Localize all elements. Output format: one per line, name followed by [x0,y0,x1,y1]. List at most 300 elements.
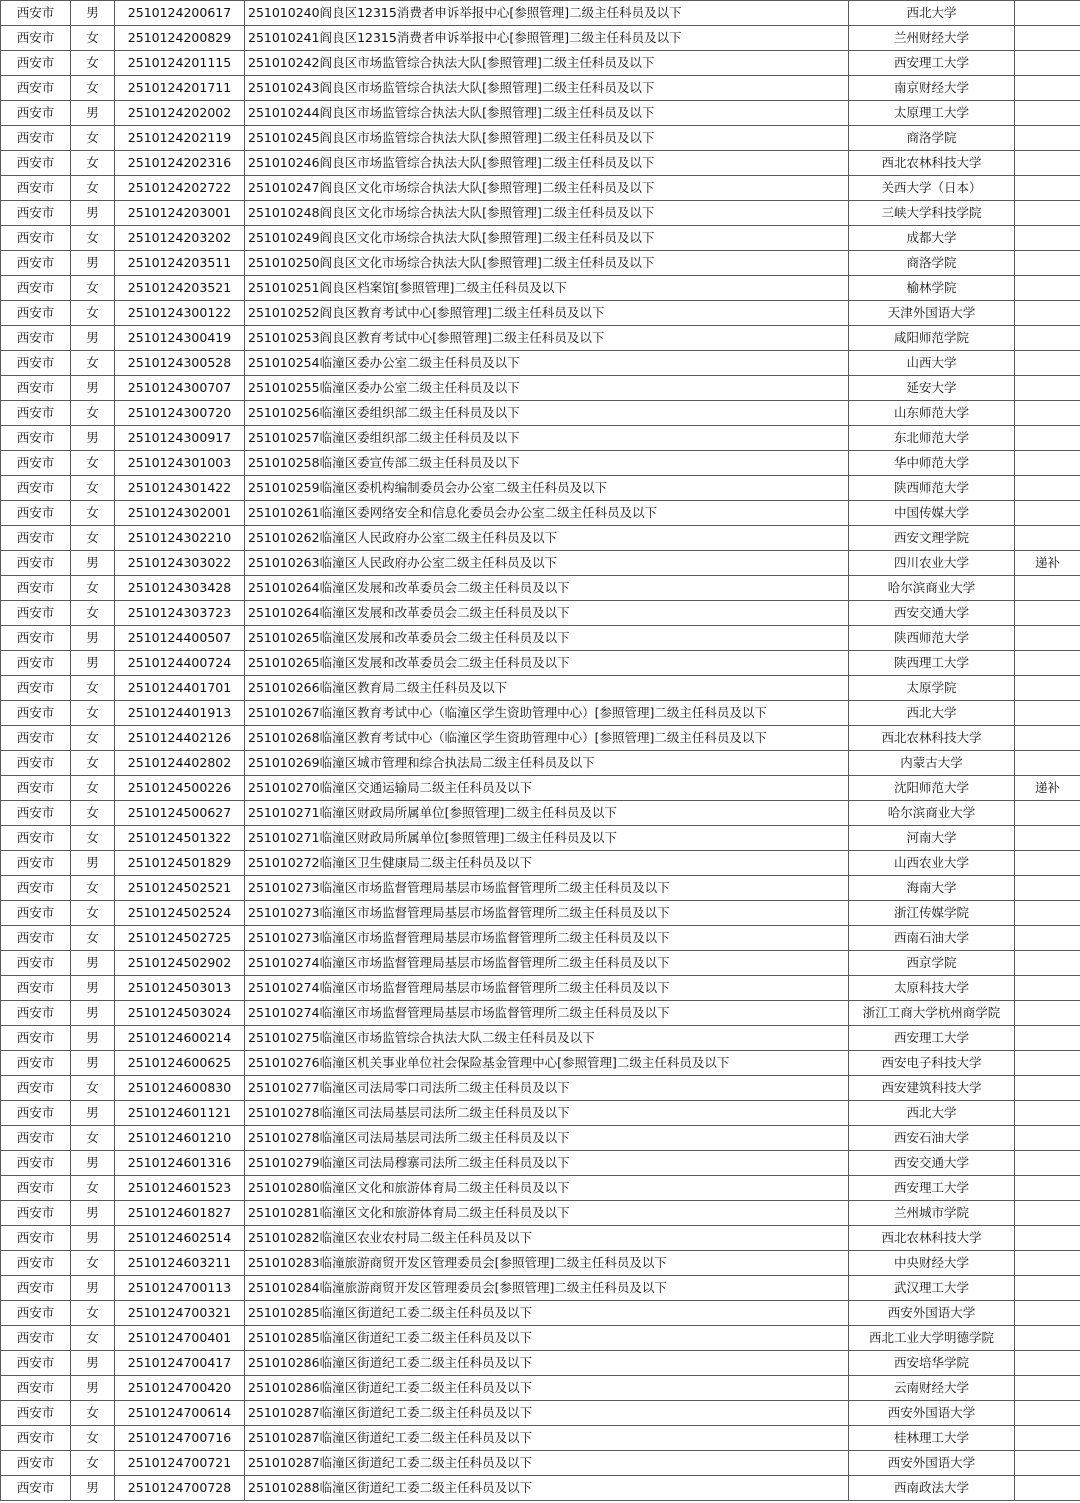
cell-exam-id: 2510124700401 [115,1326,245,1351]
cell-position: 251010253阎良区教育考试中心[参照管理]二级主任科员及以下 [245,326,849,351]
cell-gender: 男 [71,1101,115,1126]
table-row [1,76,1080,101]
cell-position: 251010248阎良区文化市场综合执法大队[参照管理]二级主任科员及以下 [245,201,849,226]
cell-school: 西北大学 [849,1,1015,26]
cell-city: 西安市 [1,326,71,351]
cell-position: 251010279临潼区司法局穆寨司法所二级主任科员及以下 [245,1151,849,1176]
cell-exam-id: 2510124300707 [115,376,245,401]
cell-note [1015,601,1080,626]
cell-school: 西北农林科技大学 [849,726,1015,751]
cell-note [1015,76,1080,101]
cell-school: 西北工业大学明德学院 [849,1326,1015,1351]
table-row [1,726,1080,751]
cell-position: 251010287临潼区街道纪工委二级主任科员及以下 [245,1451,849,1476]
cell-exam-id: 2510124700728 [115,1476,245,1501]
cell-position: 251010271临潼区财政局所属单位[参照管理]二级主任科员及以下 [245,801,849,826]
cell-gender: 男 [71,1201,115,1226]
cell-gender: 男 [71,651,115,676]
cell-position: 251010288临潼区街道纪工委二级主任科员及以下 [245,1476,849,1501]
cell-gender: 男 [71,376,115,401]
cell-position: 251010285临潼区街道纪工委二级主任科员及以下 [245,1326,849,1351]
cell-gender: 女 [71,576,115,601]
cell-exam-id: 2510124400724 [115,651,245,676]
cell-school: 陕西师范大学 [849,476,1015,501]
cell-exam-id: 2510124200829 [115,26,245,51]
cell-note [1015,501,1080,526]
cell-note [1015,376,1080,401]
table-row [1,426,1080,451]
cell-city: 西安市 [1,1176,71,1201]
cell-city: 西安市 [1,776,71,801]
cell-city: 西安市 [1,876,71,901]
cell-exam-id: 2510124303723 [115,601,245,626]
cell-city: 西安市 [1,251,71,276]
cell-gender: 女 [71,601,115,626]
cell-position: 251010277临潼区司法局零口司法所二级主任科员及以下 [245,1076,849,1101]
cell-gender: 女 [71,826,115,851]
cell-note [1015,801,1080,826]
cell-note [1015,526,1080,551]
cell-position: 251010265临潼区发展和改革委员会二级主任科员及以下 [245,651,849,676]
cell-school: 山东师范大学 [849,401,1015,426]
cell-gender: 男 [71,626,115,651]
cell-gender: 男 [71,1376,115,1401]
cell-gender: 女 [71,351,115,376]
cell-school: 哈尔滨商业大学 [849,576,1015,601]
table-row [1,476,1080,501]
cell-city: 西安市 [1,1326,71,1351]
cell-position: 251010285临潼区街道纪工委二级主任科员及以下 [245,1301,849,1326]
cell-exam-id: 2510124602514 [115,1226,245,1251]
cell-note [1015,1101,1080,1126]
cell-exam-id: 2510124700614 [115,1401,245,1426]
cell-city: 西安市 [1,751,71,776]
cell-position: 251010255临潼区委办公室二级主任科员及以下 [245,376,849,401]
cell-city: 西安市 [1,1151,71,1176]
cell-school: 沈阳师范大学 [849,776,1015,801]
cell-school: 太原理工大学 [849,101,1015,126]
cell-city: 西安市 [1,801,71,826]
cell-note [1015,1426,1080,1451]
table-row [1,101,1080,126]
table-row [1,351,1080,376]
cell-note [1015,251,1080,276]
cell-school: 东北师范大学 [849,426,1015,451]
cell-exam-id: 2510124300122 [115,301,245,326]
cell-position: 251010275临潼区市场监管综合执法大队二级主任科员及以下 [245,1026,849,1051]
cell-city: 西安市 [1,151,71,176]
table-row [1,1251,1080,1276]
cell-school: 西安培华学院 [849,1351,1015,1376]
cell-position: 251010272临潼区卫生健康局二级主任科员及以下 [245,851,849,876]
cell-note [1015,1001,1080,1026]
cell-position: 251010274临潼区市场监督管理局基层市场监督管理所二级主任科员及以下 [245,976,849,1001]
cell-exam-id: 2510124500226 [115,776,245,801]
cell-school: 陕西师范大学 [849,626,1015,651]
table-row [1,851,1080,876]
table-row [1,751,1080,776]
cell-note [1015,1301,1080,1326]
table-row [1,1001,1080,1026]
cell-exam-id: 2510124200617 [115,1,245,26]
cell-city: 西安市 [1,1001,71,1026]
cell-note [1015,1,1080,26]
cell-gender: 女 [71,226,115,251]
table-row [1,601,1080,626]
cell-school: 西安理工大学 [849,1176,1015,1201]
cell-gender: 男 [71,1,115,26]
cell-exam-id: 2510124202316 [115,151,245,176]
table-row [1,1026,1080,1051]
cell-school: 西北农林科技大学 [849,151,1015,176]
cell-school: 榆林学院 [849,276,1015,301]
cell-gender: 女 [71,76,115,101]
cell-school: 南京财经大学 [849,76,1015,101]
cell-note [1015,1376,1080,1401]
cell-school: 西南政法大学 [849,1476,1015,1501]
cell-school: 武汉理工大学 [849,1276,1015,1301]
cell-exam-id: 2510124202002 [115,101,245,126]
cell-school: 关西大学（日本） [849,176,1015,201]
table-row [1,951,1080,976]
cell-gender: 女 [71,501,115,526]
cell-city: 西安市 [1,1351,71,1376]
cell-exam-id: 2510124503024 [115,1001,245,1026]
cell-school: 四川农业大学 [849,551,1015,576]
cell-city: 西安市 [1,351,71,376]
cell-gender: 女 [71,151,115,176]
cell-position: 251010245阎良区市场监管综合执法大队[参照管理]二级主任科员及以下 [245,126,849,151]
cell-exam-id: 2510124301003 [115,451,245,476]
cell-position: 251010268临潼区教育考试中心（临潼区学生资助管理中心）[参照管理]二级主任科员及以下 [245,726,849,751]
cell-city: 西安市 [1,126,71,151]
cell-gender: 女 [71,26,115,51]
cell-exam-id: 2510124203202 [115,226,245,251]
table-row [1,776,1080,801]
table-row [1,126,1080,151]
cell-note [1015,151,1080,176]
table-row [1,276,1080,301]
table-row [1,1151,1080,1176]
table-row [1,401,1080,426]
cell-school: 天津外国语大学 [849,301,1015,326]
cell-note [1015,201,1080,226]
table-row [1,26,1080,51]
cell-exam-id: 2510124601523 [115,1176,245,1201]
table-row [1,1076,1080,1101]
table-row [1,1351,1080,1376]
cell-city: 西安市 [1,1276,71,1301]
cell-gender: 女 [71,751,115,776]
table-row [1,1476,1080,1501]
cell-position: 251010264临潼区发展和改革委员会二级主任科员及以下 [245,601,849,626]
cell-gender: 女 [71,401,115,426]
cell-position: 251010252阎良区教育考试中心[参照管理]二级主任科员及以下 [245,301,849,326]
table-row [1,1176,1080,1201]
cell-gender: 女 [71,176,115,201]
cell-city: 西安市 [1,276,71,301]
cell-position: 251010263临潼区人民政府办公室二级主任科员及以下 [245,551,849,576]
cell-position: 251010266临潼区教育局二级主任科员及以下 [245,676,849,701]
cell-city: 西安市 [1,526,71,551]
cell-gender: 女 [71,676,115,701]
cell-gender: 男 [71,1351,115,1376]
cell-city: 西安市 [1,651,71,676]
table-row [1,201,1080,226]
cell-position: 251010241阎良区12315消费者申诉举报中心[参照管理]二级主任科员及以下 [245,26,849,51]
cell-exam-id: 2510124300528 [115,351,245,376]
cell-note [1015,1076,1080,1101]
cell-gender: 男 [71,101,115,126]
cell-position: 251010247阎良区文化市场综合执法大队[参照管理]二级主任科员及以下 [245,176,849,201]
cell-exam-id: 2510124202722 [115,176,245,201]
cell-position: 251010278临潼区司法局基层司法所二级主任科员及以下 [245,1126,849,1151]
cell-position: 251010243阎良区市场监管综合执法大队[参照管理]二级主任科员及以下 [245,76,849,101]
cell-gender: 女 [71,1126,115,1151]
table-row [1,801,1080,826]
cell-gender: 男 [71,1151,115,1176]
cell-city: 西安市 [1,451,71,476]
cell-note [1015,626,1080,651]
cell-note [1015,1401,1080,1426]
cell-position: 251010259临潼区委机构编制委员会办公室二级主任科员及以下 [245,476,849,501]
cell-note [1015,51,1080,76]
cell-city: 西安市 [1,1451,71,1476]
cell-note [1015,1051,1080,1076]
table-row [1,926,1080,951]
cell-note [1015,101,1080,126]
cell-city: 西安市 [1,1376,71,1401]
cell-position: 251010281临潼区文化和旅游体育局二级主任科员及以下 [245,1201,849,1226]
cell-gender: 男 [71,1026,115,1051]
cell-school: 兰州城市学院 [849,1201,1015,1226]
cell-school: 太原学院 [849,676,1015,701]
cell-note [1015,176,1080,201]
cell-school: 桂林理工大学 [849,1426,1015,1451]
cell-note [1015,1326,1080,1351]
cell-school: 咸阳师范学院 [849,326,1015,351]
cell-city: 西安市 [1,976,71,1001]
cell-exam-id: 2510124201711 [115,76,245,101]
cell-exam-id: 2510124502521 [115,876,245,901]
cell-city: 西安市 [1,1076,71,1101]
cell-exam-id: 2510124203521 [115,276,245,301]
cell-city: 西安市 [1,551,71,576]
cell-note [1015,876,1080,901]
cell-note [1015,26,1080,51]
cell-city: 西安市 [1,601,71,626]
table-row [1,1451,1080,1476]
cell-note [1015,1451,1080,1476]
cell-position: 251010267临潼区教育考试中心（临潼区学生资助管理中心）[参照管理]二级主任科员及以下 [245,701,849,726]
cell-school: 延安大学 [849,376,1015,401]
cell-school: 太原科技大学 [849,976,1015,1001]
cell-exam-id: 2510124303428 [115,576,245,601]
cell-city: 西安市 [1,226,71,251]
cell-school: 西北农林科技大学 [849,1226,1015,1251]
cell-position: 251010280临潼区文化和旅游体育局二级主任科员及以下 [245,1176,849,1201]
cell-school: 西安理工大学 [849,1026,1015,1051]
cell-exam-id: 2510124402126 [115,726,245,751]
cell-city: 西安市 [1,26,71,51]
table-row [1,1326,1080,1351]
cell-exam-id: 2510124503013 [115,976,245,1001]
cell-gender: 女 [71,51,115,76]
cell-position: 251010286临潼区街道纪工委二级主任科员及以下 [245,1376,849,1401]
cell-note [1015,726,1080,751]
cell-note [1015,1201,1080,1226]
cell-city: 西安市 [1,301,71,326]
cell-exam-id: 2510124500627 [115,801,245,826]
cell-gender: 男 [71,951,115,976]
cell-city: 西安市 [1,1301,71,1326]
cell-exam-id: 2510124601827 [115,1201,245,1226]
cell-position: 251010257临潼区委组织部二级主任科员及以下 [245,426,849,451]
cell-position: 251010264临潼区发展和改革委员会二级主任科员及以下 [245,576,849,601]
cell-gender: 女 [71,1176,115,1201]
cell-position: 251010251阎良区档案馆[参照管理]二级主任科员及以下 [245,276,849,301]
cell-gender: 女 [71,876,115,901]
cell-gender: 男 [71,251,115,276]
cell-school: 西安交通大学 [849,601,1015,626]
cell-city: 西安市 [1,1401,71,1426]
table-row [1,1226,1080,1251]
cell-city: 西安市 [1,201,71,226]
table-row [1,226,1080,251]
cell-exam-id: 2510124600214 [115,1026,245,1051]
cell-school: 西安建筑科技大学 [849,1076,1015,1101]
cell-school: 西安外国语大学 [849,1401,1015,1426]
cell-gender: 男 [71,326,115,351]
table-row [1,1101,1080,1126]
cell-exam-id: 2510124302001 [115,501,245,526]
cell-position: 251010269临潼区城市管理和综合执法局二级主任科员及以下 [245,751,849,776]
cell-school: 西南石油大学 [849,926,1015,951]
cell-note [1015,901,1080,926]
table-row [1,676,1080,701]
cell-note [1015,951,1080,976]
table-row [1,1201,1080,1226]
cell-gender: 男 [71,201,115,226]
table-row [1,1301,1080,1326]
cell-gender: 女 [71,701,115,726]
cell-exam-id: 2510124502524 [115,901,245,926]
cell-city: 西安市 [1,1051,71,1076]
cell-note [1015,326,1080,351]
cell-gender: 女 [71,926,115,951]
cell-school: 成都大学 [849,226,1015,251]
table-row [1,901,1080,926]
table-row [1,1376,1080,1401]
cell-position: 251010246阎良区市场监管综合执法大队[参照管理]二级主任科员及以下 [245,151,849,176]
cell-school: 内蒙古大学 [849,751,1015,776]
cell-note [1015,1026,1080,1051]
cell-gender: 女 [71,1301,115,1326]
cell-exam-id: 2510124401701 [115,676,245,701]
cell-note [1015,1176,1080,1201]
cell-school: 西安交通大学 [849,1151,1015,1176]
cell-school: 中央财经大学 [849,1251,1015,1276]
table-row [1,501,1080,526]
cell-gender: 女 [71,1326,115,1351]
table-row [1,1051,1080,1076]
cell-note [1015,126,1080,151]
cell-city: 西安市 [1,76,71,101]
table-row [1,176,1080,201]
cell-position: 251010262临潼区人民政府办公室二级主任科员及以下 [245,526,849,551]
cell-position: 251010249阎良区文化市场综合执法大队[参照管理]二级主任科员及以下 [245,226,849,251]
cell-note [1015,651,1080,676]
cell-position: 251010261临潼区委网络安全和信息化委员会办公室二级主任科员及以下 [245,501,849,526]
cell-position: 251010278临潼区司法局基层司法所二级主任科员及以下 [245,1101,849,1126]
table-row [1,326,1080,351]
cell-exam-id: 2510124502902 [115,951,245,976]
cell-gender: 女 [71,1451,115,1476]
cell-city: 西安市 [1,1,71,26]
cell-note [1015,701,1080,726]
cell-note [1015,1226,1080,1251]
cell-note [1015,476,1080,501]
cell-position: 251010282临潼区农业农村局二级主任科员及以下 [245,1226,849,1251]
cell-exam-id: 2510124601210 [115,1126,245,1151]
cell-city: 西安市 [1,501,71,526]
cell-city: 西安市 [1,1426,71,1451]
cell-gender: 男 [71,1051,115,1076]
cell-gender: 女 [71,1251,115,1276]
cell-exam-id: 2510124700721 [115,1451,245,1476]
cell-school: 陕西理工大学 [849,651,1015,676]
cell-school: 河南大学 [849,826,1015,851]
cell-exam-id: 2510124401913 [115,701,245,726]
cell-exam-id: 2510124300917 [115,426,245,451]
table-row [1,376,1080,401]
cell-exam-id: 2510124601121 [115,1101,245,1126]
cell-school: 西北大学 [849,1101,1015,1126]
cell-exam-id: 2510124700420 [115,1376,245,1401]
cell-gender: 女 [71,776,115,801]
cell-position: 251010256临潼区委组织部二级主任科员及以下 [245,401,849,426]
cell-exam-id: 2510124600830 [115,1076,245,1101]
cell-gender: 女 [71,801,115,826]
table-row [1,1426,1080,1451]
cell-city: 西安市 [1,1476,71,1501]
table-row [1,301,1080,326]
cell-gender: 男 [71,1226,115,1251]
cell-school: 浙江传媒学院 [849,901,1015,926]
cell-position: 251010287临潼区街道纪工委二级主任科员及以下 [245,1401,849,1426]
cell-school: 海南大学 [849,876,1015,901]
cell-note [1015,826,1080,851]
cell-city: 西安市 [1,726,71,751]
cell-note [1015,576,1080,601]
cell-city: 西安市 [1,426,71,451]
cell-exam-id: 2510124203001 [115,201,245,226]
cell-exam-id: 2510124700716 [115,1426,245,1451]
cell-position: 251010283临潼旅游商贸开发区管理委员会[参照管理]二级主任科员及以下 [245,1251,849,1276]
cell-city: 西安市 [1,1101,71,1126]
table-row [1,651,1080,676]
cell-school: 西安文理学院 [849,526,1015,551]
cell-school: 西安石油大学 [849,1126,1015,1151]
table-row [1,826,1080,851]
cell-note [1015,1276,1080,1301]
cell-position: 251010276临潼区机关事业单位社会保险基金管理中心[参照管理]二级主任科员及以下 [245,1051,849,1076]
cell-exam-id: 2510124501829 [115,851,245,876]
cell-exam-id: 2510124300419 [115,326,245,351]
cell-school: 三峡大学科技学院 [849,201,1015,226]
cell-city: 西安市 [1,376,71,401]
cell-gender: 男 [71,426,115,451]
